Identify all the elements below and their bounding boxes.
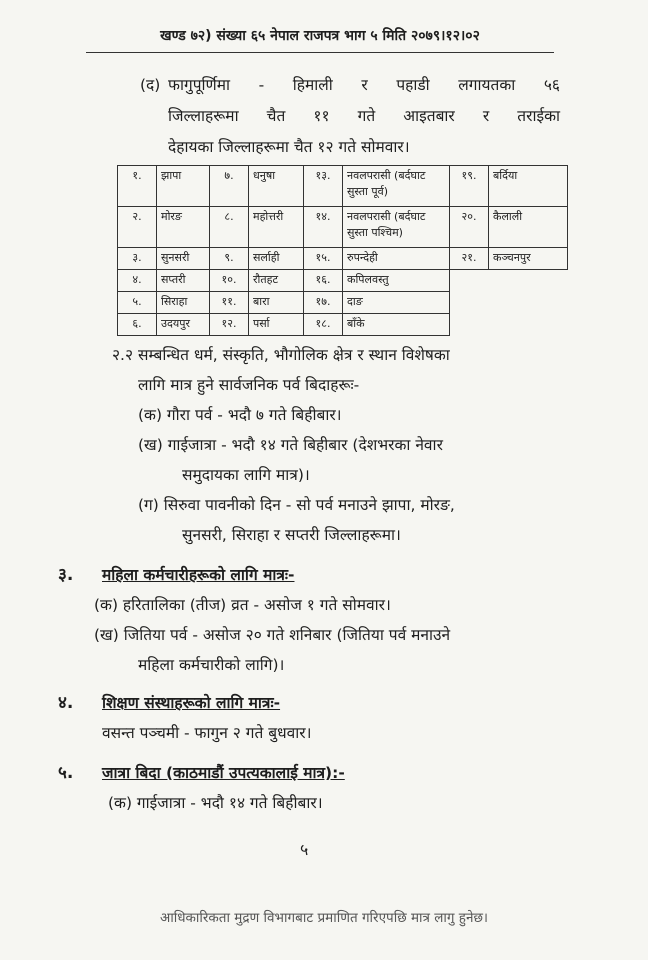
table-cell: कैलाली bbox=[489, 207, 568, 248]
paragraph-d-line-2: जिल्लाहरूमा चैत ११ गते आइतबार र तराईका bbox=[168, 107, 560, 125]
table-cell: धनुषा bbox=[249, 166, 304, 207]
table-row bbox=[118, 314, 568, 336]
section-5-item-ka: (क) गाईजात्रा - भदौ १४ गते बिहीबार। bbox=[108, 794, 323, 812]
table-cell: १०. bbox=[210, 270, 249, 292]
table-cell: १२. bbox=[210, 314, 249, 336]
table-cell: १९. bbox=[450, 166, 489, 207]
table-cell: रुपन्देही bbox=[343, 248, 450, 270]
table-cell: नवलपरासी (बर्दघाट सुस्ता पूर्व) bbox=[343, 166, 450, 207]
section-5-title: जात्रा बिदा (काठमाडौं उपत्यकालाई मात्र):- bbox=[102, 764, 345, 782]
table-cell: २१. bbox=[450, 248, 489, 270]
section-3-title: महिला कर्मचारीहरूको लागि मात्रः- bbox=[102, 566, 295, 584]
table-cell: सिराहा bbox=[157, 292, 210, 314]
table-cell: महोत्तरी bbox=[249, 207, 304, 248]
table-cell: १६. bbox=[304, 270, 343, 292]
table-cell: सर्लाही bbox=[249, 248, 304, 270]
table-cell: सुनसरी bbox=[157, 248, 210, 270]
table-cell: १८. bbox=[304, 314, 343, 336]
section-3-item-kha: (ख) जितिया पर्व - असोज २० गते शनिबार (जितिया पर्व मनाउने bbox=[94, 626, 451, 644]
section-2-2-item-ga-cont: सुनसरी, सिराहा र सप्तरी जिल्लाहरूमा। bbox=[182, 526, 401, 544]
section-5 bbox=[58, 758, 568, 818]
table-blank bbox=[450, 292, 568, 314]
section-3-item-kha-cont: महिला कर्मचारीको लागि)। bbox=[138, 656, 285, 674]
table-cell: ७. bbox=[210, 166, 249, 207]
table-cell: ९. bbox=[210, 248, 249, 270]
table-row bbox=[118, 292, 568, 314]
table-cell: ३. bbox=[118, 248, 157, 270]
section-4-number: ४. bbox=[58, 693, 74, 713]
paragraph-d-line-1: फागुपूर्णिमा - हिमाली र पहाडी लगायतका ५६ bbox=[168, 76, 560, 94]
table-cell: १७. bbox=[304, 292, 343, 314]
paragraph-d-label: (द) bbox=[140, 76, 161, 94]
table-cell: सप्तरी bbox=[157, 270, 210, 292]
footer-note: आधिकारिकता मुद्रण विभागबाट प्रमाणित गरिएपछि मात्र लागु हुनेछ। bbox=[159, 910, 489, 926]
table-cell: १३. bbox=[304, 166, 343, 207]
table-row bbox=[118, 270, 568, 292]
section-2-2-item-ga: (ग) सिरुवा पावनीको दिन - सो पर्व मनाउने झापा, मोरङ, bbox=[138, 496, 455, 514]
section-2-2-item-kha-cont: समुदायका लागि मात्र)। bbox=[182, 466, 310, 484]
section-3 bbox=[58, 560, 568, 680]
table-cell: १५. bbox=[304, 248, 343, 270]
table-cell: मोरङ bbox=[157, 207, 210, 248]
paragraph-d-line-3: देहायका जिल्लाहरूमा चैत १२ गते सोमवार। bbox=[168, 138, 410, 156]
table-cell: १४. bbox=[304, 207, 343, 248]
table-cell: २. bbox=[118, 207, 157, 248]
section-4 bbox=[58, 688, 568, 748]
table-cell: बारा bbox=[249, 292, 304, 314]
table-row bbox=[118, 166, 568, 207]
table-cell: पर्सा bbox=[249, 314, 304, 336]
section-2-2-item-ka: (क) गौरा पर्व - भदौ ७ गते बिहीबार। bbox=[138, 406, 342, 424]
table-cell: ४. bbox=[118, 270, 157, 292]
section-2-2 bbox=[112, 340, 562, 550]
section-4-title: शिक्षण संस्थाहरूको लागि मात्रः- bbox=[102, 694, 281, 712]
table-cell: ८. bbox=[210, 207, 249, 248]
table-cell: रौतहट bbox=[249, 270, 304, 292]
section-3-item-ka: (क) हरितालिका (तीज) व्रत - असोज १ गते सोमवार। bbox=[94, 596, 391, 614]
district-table bbox=[117, 165, 568, 336]
page-number: ५ bbox=[300, 840, 309, 859]
table-cell: नवलपरासी (बर्दघाट सुस्ता पश्चिम) bbox=[343, 207, 450, 248]
table-cell: बाँके bbox=[343, 314, 450, 336]
table-row bbox=[118, 248, 568, 270]
section-2-2-item-kha: (ख) गाईजात्रा - भदौ १४ गते बिहीबार (देशभरका नेवार bbox=[138, 436, 443, 454]
gazette-header: खण्ड ७२) संख्या ६५ नेपाल राजपत्र भाग ५ मिति २०७९।१२।०२ bbox=[86, 20, 554, 53]
table-cell: ६. bbox=[118, 314, 157, 336]
table-blank bbox=[450, 314, 568, 336]
table-cell: दाङ bbox=[343, 292, 450, 314]
table-cell: झापा bbox=[157, 166, 210, 207]
table-cell: १. bbox=[118, 166, 157, 207]
table-cell: २०. bbox=[450, 207, 489, 248]
section-3-number: ३. bbox=[58, 565, 74, 585]
section-2-2-line-1: २.२ सम्बन्धित धर्म, संस्कृति, भौगोलिक क्षेत्र र स्थान विशेषका bbox=[112, 346, 450, 364]
table-cell: ११. bbox=[210, 292, 249, 314]
table-row bbox=[118, 207, 568, 248]
table-cell: ५. bbox=[118, 292, 157, 314]
table-cell: बर्दिया bbox=[489, 166, 568, 207]
table-cell: कपिलवस्तु bbox=[343, 270, 450, 292]
table-cell: उदयपुर bbox=[157, 314, 210, 336]
section-2-2-line-2: लागि मात्र हुने सार्वजनिक पर्व बिदाहरूः- bbox=[138, 376, 360, 394]
table-cell: कञ्चनपुर bbox=[489, 248, 568, 270]
table-blank bbox=[450, 270, 568, 292]
section-5-number: ५. bbox=[58, 763, 74, 783]
section-4-line: वसन्त पञ्चमी - फागुन २ गते बुधवार। bbox=[102, 724, 312, 742]
paragraph-d bbox=[140, 70, 560, 163]
